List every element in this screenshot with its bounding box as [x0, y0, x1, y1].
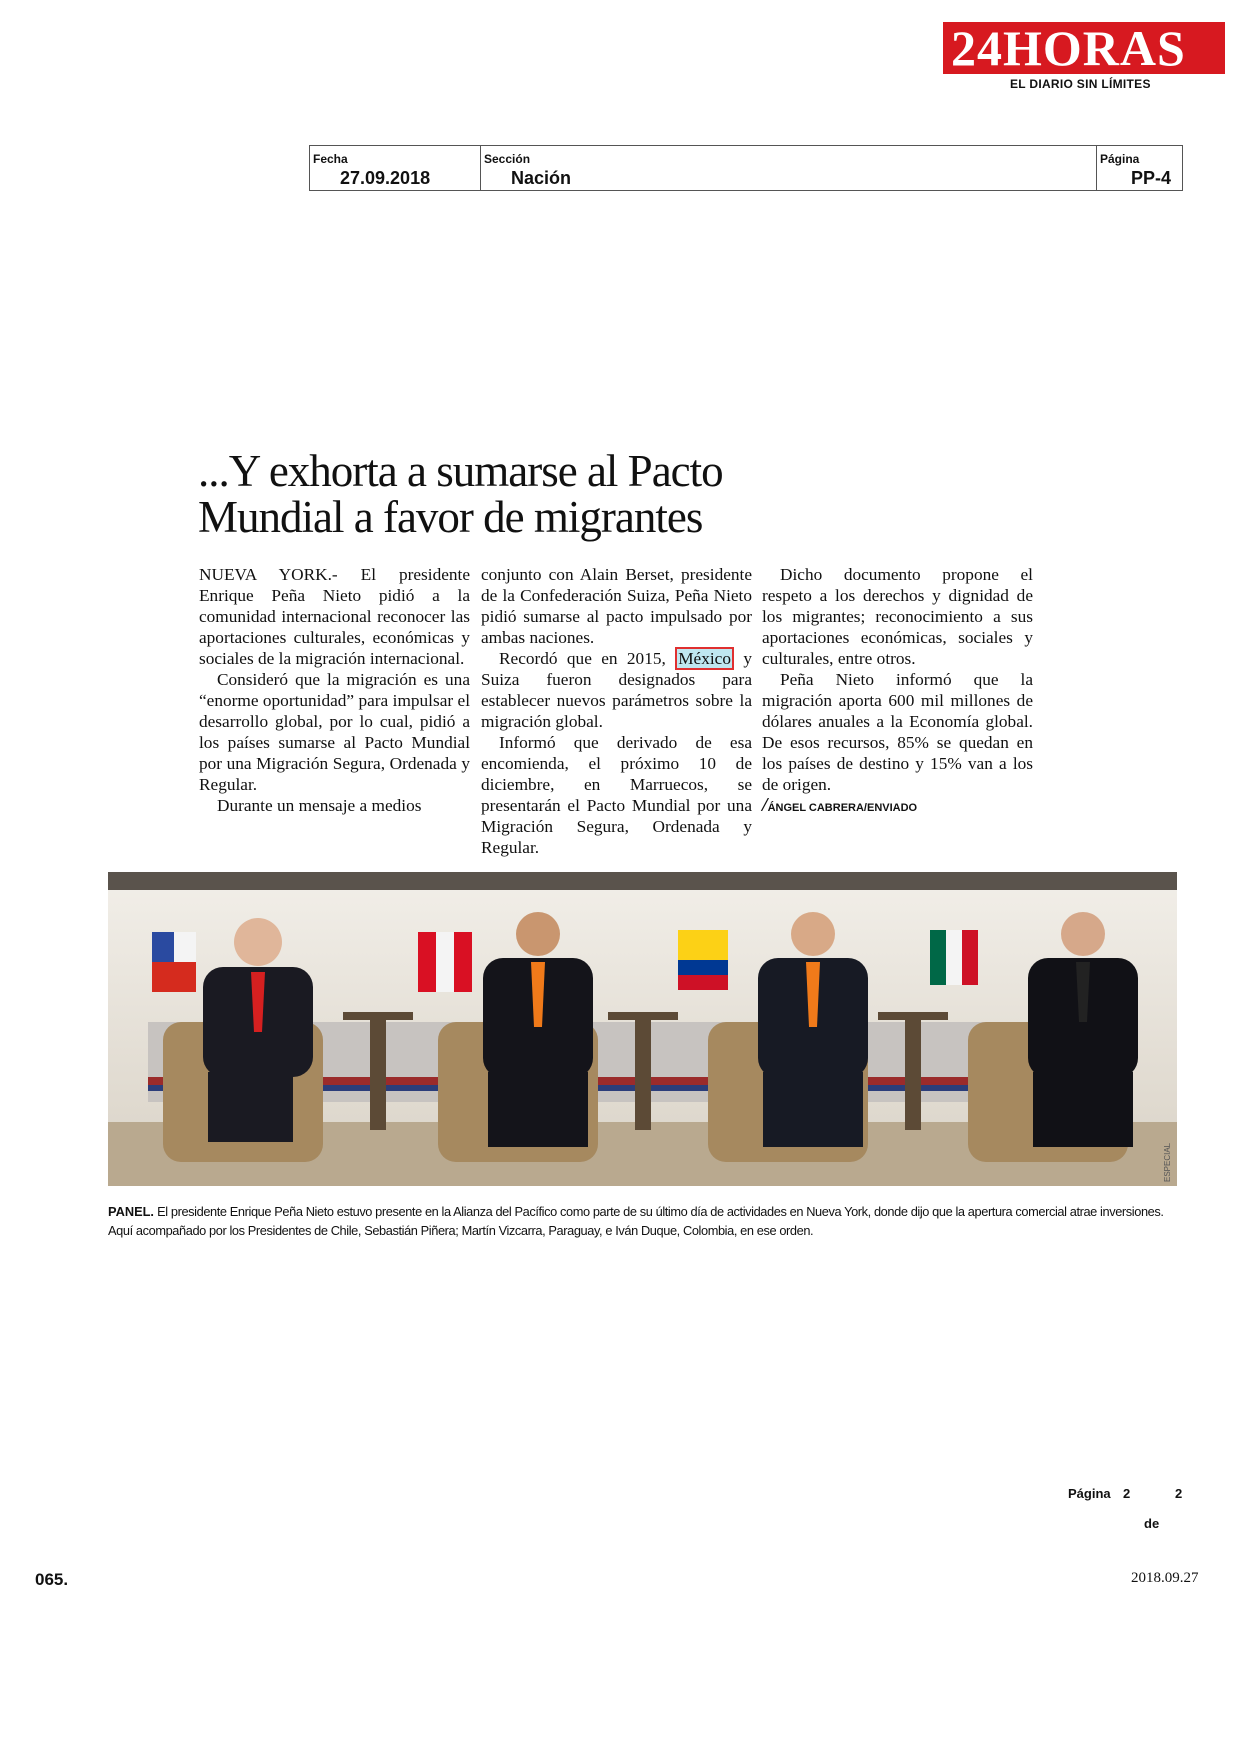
pagination-de: de	[1144, 1516, 1160, 1531]
chile-flag	[152, 932, 196, 992]
highlighted-keyword: México	[675, 647, 734, 670]
caption-label: PANEL.	[108, 1204, 154, 1219]
paragraph: NUEVA YORK.- El presidente Enrique Peña Nieto pidió a la comunidad internacional reconocer las aportaciones culturales, económicas y sociales de la migración internacional.	[199, 565, 470, 668]
fecha-label: Fecha	[313, 152, 348, 166]
paragraph	[481, 648, 752, 732]
paragraph: Dicho documento propone el respeto a los derechos y dignidad de los migrantes; reconocimiento a sus aportaciones económicas, sociales y culturales, entre otros.	[762, 565, 1033, 668]
pagina-label: Página	[1100, 152, 1140, 166]
article-column-1	[199, 564, 470, 816]
document-code: 065.	[35, 1570, 69, 1589]
pagina-value: PP-4	[1131, 168, 1172, 188]
headline-line-1: ...Y exhorta a sumarse al Pacto	[198, 446, 723, 496]
paragraph-text: Recordó que en 2015,	[499, 649, 666, 668]
seccion-label: Sección	[484, 152, 531, 166]
article-photo	[108, 872, 1177, 1186]
peru-flag	[418, 932, 472, 992]
colombia-flag	[678, 930, 728, 990]
article-column-3	[762, 564, 1033, 819]
fecha-cell	[310, 146, 480, 190]
date-stamp: 2018.09.27	[1131, 1570, 1199, 1586]
paragraph: Informó que derivado de esa encomienda, el próximo 10 de diciembre, en Marruecos, se presentarán el Pacto Mundial por una Migración Segura, Ordenada y Regular.	[481, 733, 752, 857]
pagina-cell	[1097, 146, 1183, 190]
headline-line-2: Mundial a favor de migrantes	[198, 492, 703, 542]
paragraph: Consideró que la migración es una “enorme oportunidad” para impulsar el desarrollo global, por lo cual, pidió a los países sumarse al Pacto Mundial por una Migración Segura, Ordenada y Regular.	[199, 670, 470, 794]
seccion-cell	[481, 146, 1096, 190]
metadata-box	[309, 145, 1183, 191]
pagination-current: 2	[1123, 1486, 1131, 1501]
byline-slash: /	[762, 794, 768, 816]
article-headline	[198, 448, 798, 540]
paragraph: conjunto con Alain Berset, presidente de la Confederación Suiza, Peña Nieto pidió sumarse al pacto impulsado por ambas naciones.	[481, 565, 752, 647]
panel-photo-illustration	[108, 872, 1177, 1186]
logo-text: 24HORAS	[951, 20, 1186, 76]
article-column-2	[481, 564, 752, 858]
byline	[762, 795, 1033, 819]
pagination-label: Página	[1068, 1486, 1111, 1501]
paragraph-text: y Suiza fueron designados para establecer nuevos parámetros sobre la migración global.	[481, 649, 752, 731]
paragraph: Durante un mensaje a medios	[217, 796, 422, 815]
caption-text: El presidente Enrique Peña Nieto estuvo presente en la Alianza del Pacífico como parte de su último día de actividades en Nueva York, donde dijo que la apertura comercial atrae inversiones. Aquí acompañado por los Presidentes de Chile, Sebastián Piñera; Martín Vizcarra, Paraguay, e Iván Duque, Colombia, en ese orden.	[108, 1204, 1164, 1238]
photo-credit: ESPECIAL	[1163, 1142, 1172, 1182]
fecha-value: 27.09.2018	[340, 168, 431, 188]
byline-text: ÁNGEL CABRERA/ENVIADO	[767, 802, 918, 814]
newspaper-logo	[943, 22, 1225, 74]
paragraph: Peña Nieto informó que la migración aporta 600 mil millones de dólares anuales a la Economía global. De esos recursos, 85% se quedan en los países de destino y 15% van a los de origen.	[762, 670, 1033, 794]
seccion-value: Nación	[511, 168, 572, 188]
photo-caption	[108, 1202, 1177, 1240]
logo-tagline: EL DIARIO SIN LÍMITES	[1010, 77, 1151, 91]
pagination-total: 2	[1175, 1486, 1183, 1501]
mexico-flag	[930, 930, 978, 985]
